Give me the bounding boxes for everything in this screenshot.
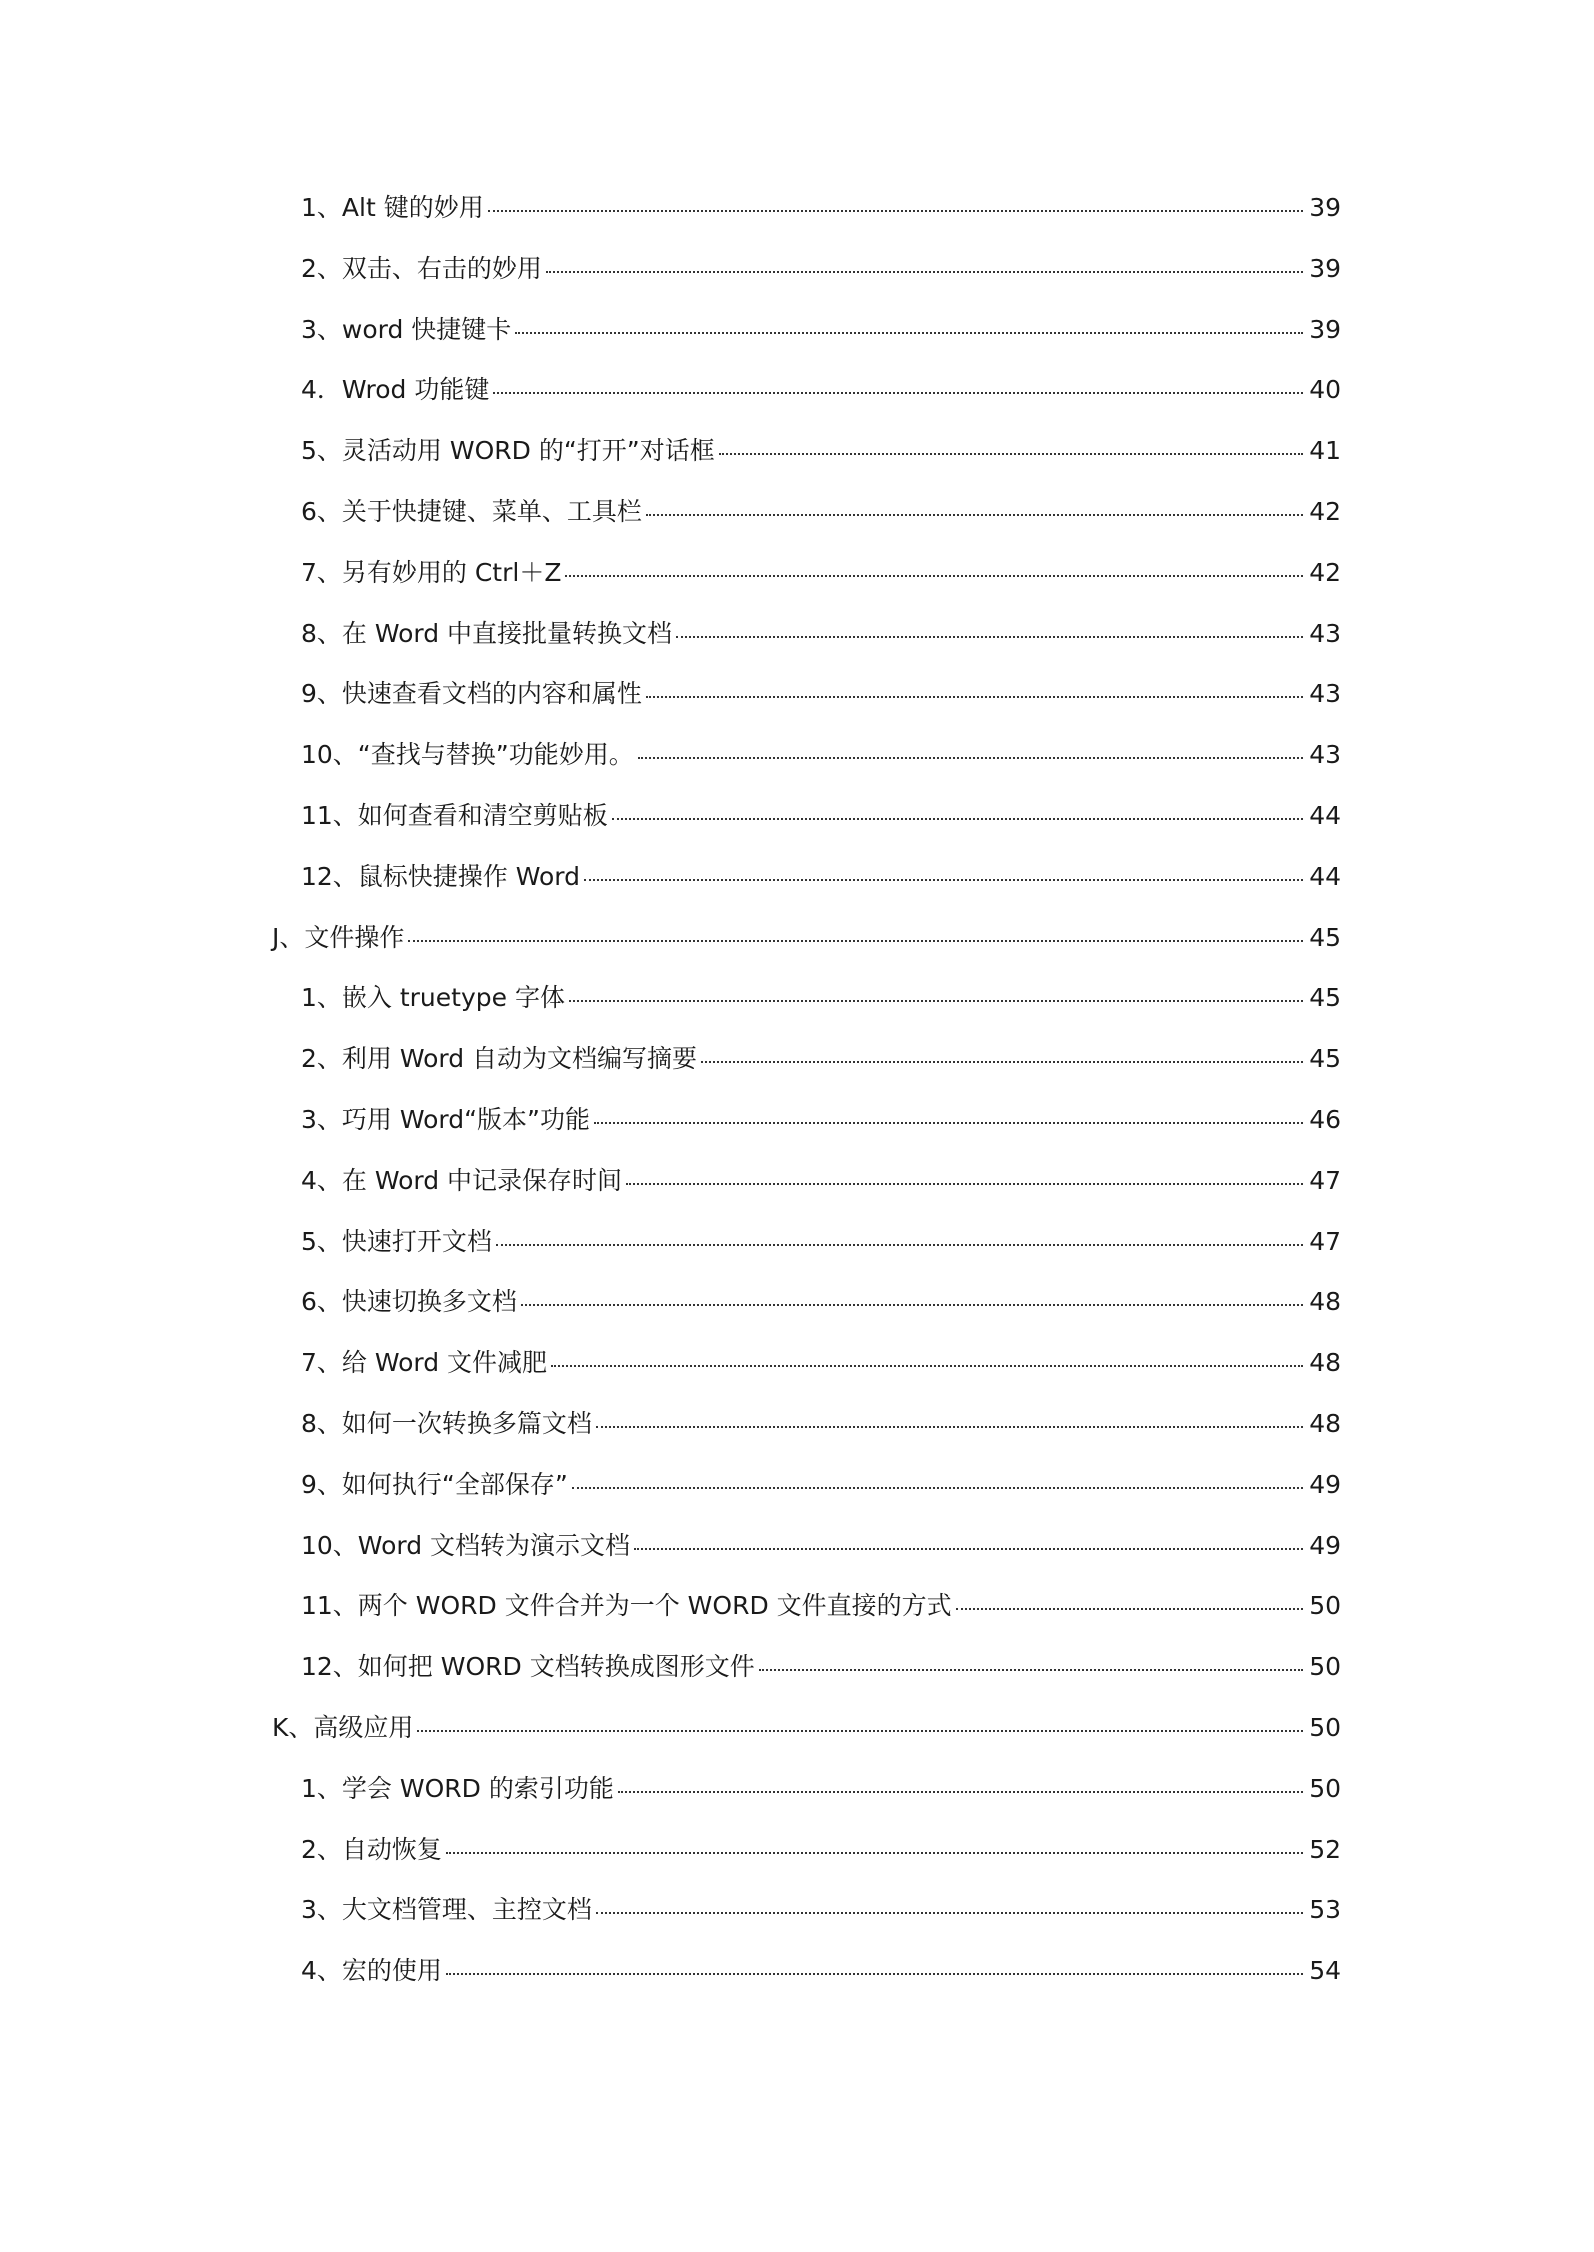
dot-leader [596, 1426, 1303, 1428]
toc-entry[interactable] [301, 1835, 1341, 1896]
toc-entry-page-number: 39 [1309, 253, 1341, 283]
toc-entry-title: 4．Wrod 功能键 [301, 375, 490, 405]
dot-leader [488, 210, 1303, 212]
toc-entry-page-number: 44 [1309, 861, 1341, 891]
toc-entry-page-number: 42 [1309, 557, 1341, 587]
dot-leader [493, 392, 1303, 394]
toc-entry-title: 6、快速切换多文档 [301, 1287, 517, 1317]
toc-entry[interactable] [301, 1895, 1341, 1956]
toc-entry[interactable] [301, 1409, 1341, 1470]
toc-entry-title: 2、利用 Word 自动为文档编写摘要 [301, 1044, 698, 1074]
toc-entry-page-number: 41 [1309, 436, 1341, 466]
toc-entry[interactable] [301, 193, 1341, 254]
dot-leader [634, 1548, 1303, 1550]
toc-entry[interactable] [301, 619, 1341, 680]
toc-entry[interactable] [301, 801, 1341, 862]
toc-entry-title: 4、在 Word 中记录保存时间 [301, 1165, 623, 1195]
toc-entry-title: 12、如何把 WORD 文档转换成图形文件 [301, 1652, 755, 1682]
toc-entry-title: 11、两个 WORD 文件合并为一个 WORD 文件直接的方式 [301, 1591, 952, 1621]
dot-leader [565, 575, 1303, 577]
toc-entry-title: 3、巧用 Word“版本”功能 [301, 1104, 591, 1134]
toc-entry-page-number: 40 [1309, 375, 1341, 405]
dot-leader [551, 1365, 1303, 1367]
toc-entry[interactable] [301, 558, 1341, 619]
dot-leader [701, 1061, 1303, 1063]
toc-entry[interactable] [301, 497, 1341, 558]
toc-entry[interactable] [301, 983, 1341, 1044]
toc-entry[interactable] [301, 1652, 1341, 1713]
dot-leader [612, 818, 1303, 820]
dot-leader [594, 1122, 1303, 1124]
toc-entry-page-number: 50 [1309, 1591, 1341, 1621]
toc-section-entry[interactable] [272, 1713, 1341, 1774]
dot-leader [496, 1244, 1303, 1246]
toc-entry-page-number: 45 [1309, 1044, 1341, 1074]
toc-entry[interactable] [301, 1531, 1341, 1592]
dot-leader [569, 1000, 1303, 1002]
dot-leader [521, 1304, 1303, 1306]
toc-entry-page-number: 39 [1309, 193, 1341, 222]
dot-leader [956, 1608, 1304, 1610]
dot-leader [546, 271, 1303, 273]
toc-entry[interactable] [301, 1956, 1341, 2017]
toc-entry-title: 1、学会 WORD 的索引功能 [301, 1773, 614, 1803]
dot-leader [572, 1487, 1303, 1489]
toc-entry-page-number: 43 [1309, 679, 1341, 709]
toc-entry-page-number: 49 [1309, 1469, 1341, 1499]
toc-entry[interactable] [301, 1105, 1341, 1166]
toc-entry[interactable] [301, 1348, 1341, 1409]
toc-entry-title: 10、Word 文档转为演示文档 [301, 1530, 631, 1560]
dot-leader [618, 1791, 1303, 1793]
toc-entry-title: 9、快速查看文档的内容和属性 [301, 679, 642, 709]
toc-entry-title: 3、word 快捷键卡 [301, 314, 512, 344]
dot-leader [515, 332, 1303, 334]
toc-entry-page-number: 52 [1309, 1834, 1341, 1864]
dot-leader [596, 1912, 1303, 1914]
toc-entry-title: 3、大文档管理、主控文档 [301, 1895, 592, 1925]
dot-leader [626, 1183, 1303, 1185]
toc-entry-title: 5、灵活动用 WORD 的“打开”对话框 [301, 436, 715, 466]
toc-entry-title: 2、自动恢复 [301, 1834, 442, 1864]
toc-entry-title: 8、在 Word 中直接批量转换文档 [301, 618, 673, 648]
toc-entry-page-number: 46 [1309, 1104, 1341, 1134]
toc-entry-title: 7、另有妙用的 Ctrl＋Z [301, 557, 562, 587]
toc-section-entry[interactable] [272, 923, 1341, 984]
toc-entry-title: 8、如何一次转换多篇文档 [301, 1408, 592, 1438]
toc-entry[interactable] [301, 862, 1341, 923]
toc-entry-page-number: 48 [1309, 1287, 1341, 1317]
toc-entry-title: 1、嵌入 truetype 字体 [301, 983, 565, 1013]
toc-entry-title: 9、如何执行“全部保存” [301, 1469, 568, 1499]
dot-leader [446, 1852, 1303, 1854]
toc-entry[interactable] [301, 1166, 1341, 1227]
toc-entry-title: 7、给 Word 文件减肥 [301, 1348, 548, 1378]
toc-entry-page-number: 47 [1309, 1165, 1341, 1195]
dot-leader [638, 757, 1303, 759]
dot-leader [408, 940, 1303, 942]
toc-entry-page-number: 45 [1309, 983, 1341, 1013]
toc-entry-page-number: 42 [1309, 496, 1341, 526]
toc-entry-page-number: 47 [1309, 1226, 1341, 1256]
toc-entry-title: 5、快速打开文档 [301, 1226, 492, 1256]
toc-entry-title: K、高级应用 [272, 1712, 414, 1742]
toc-entry[interactable] [301, 315, 1341, 376]
toc-entry-title: 4、宏的使用 [301, 1956, 442, 1986]
dot-leader [646, 696, 1303, 698]
toc-entry[interactable] [301, 1774, 1341, 1835]
dot-leader [759, 1669, 1303, 1671]
toc-entry[interactable] [301, 1044, 1341, 1105]
toc-entry-title: J、文件操作 [272, 922, 405, 952]
toc-entry-page-number: 43 [1309, 740, 1341, 770]
toc-entry-page-number: 53 [1309, 1895, 1341, 1925]
toc-entry-page-number: 48 [1309, 1348, 1341, 1378]
toc-entry[interactable] [301, 436, 1341, 497]
toc-entry-page-number: 45 [1309, 922, 1341, 952]
toc-entry-title: 6、关于快捷键、菜单、工具栏 [301, 496, 642, 526]
dot-leader [446, 1973, 1303, 1975]
toc-entry-page-number: 50 [1309, 1652, 1341, 1682]
toc-entry-title: 11、如何查看和清空剪贴板 [301, 800, 608, 830]
toc-entry-title: 12、鼠标快捷操作 Word [301, 861, 581, 891]
toc-entry-title: 1、Alt 键的妙用 [301, 193, 484, 222]
table-of-contents [0, 193, 1594, 2017]
dot-leader [584, 879, 1303, 881]
dot-leader [646, 514, 1303, 516]
toc-entry-title: 2、双击、右击的妙用 [301, 253, 542, 283]
dot-leader [719, 453, 1303, 455]
toc-entry[interactable] [301, 1287, 1341, 1348]
toc-entry[interactable] [301, 254, 1341, 315]
toc-entry[interactable] [301, 740, 1341, 801]
toc-entry-page-number: 48 [1309, 1408, 1341, 1438]
toc-entry[interactable] [301, 1591, 1341, 1652]
toc-entry-page-number: 50 [1309, 1712, 1341, 1742]
toc-entry-page-number: 39 [1309, 314, 1341, 344]
toc-entry-page-number: 43 [1309, 618, 1341, 648]
toc-entry-title: 10、“查找与替换”功能妙用。 [301, 740, 634, 770]
toc-entry[interactable] [301, 679, 1341, 740]
toc-entry-page-number: 49 [1309, 1530, 1341, 1560]
toc-entry-page-number: 54 [1309, 1956, 1341, 1986]
dot-leader [417, 1730, 1303, 1732]
dot-leader [676, 636, 1303, 638]
toc-entry[interactable] [301, 375, 1341, 436]
toc-entry-page-number: 50 [1309, 1773, 1341, 1803]
toc-entry-page-number: 44 [1309, 800, 1341, 830]
toc-entry[interactable] [301, 1470, 1341, 1531]
toc-entry[interactable] [301, 1227, 1341, 1288]
